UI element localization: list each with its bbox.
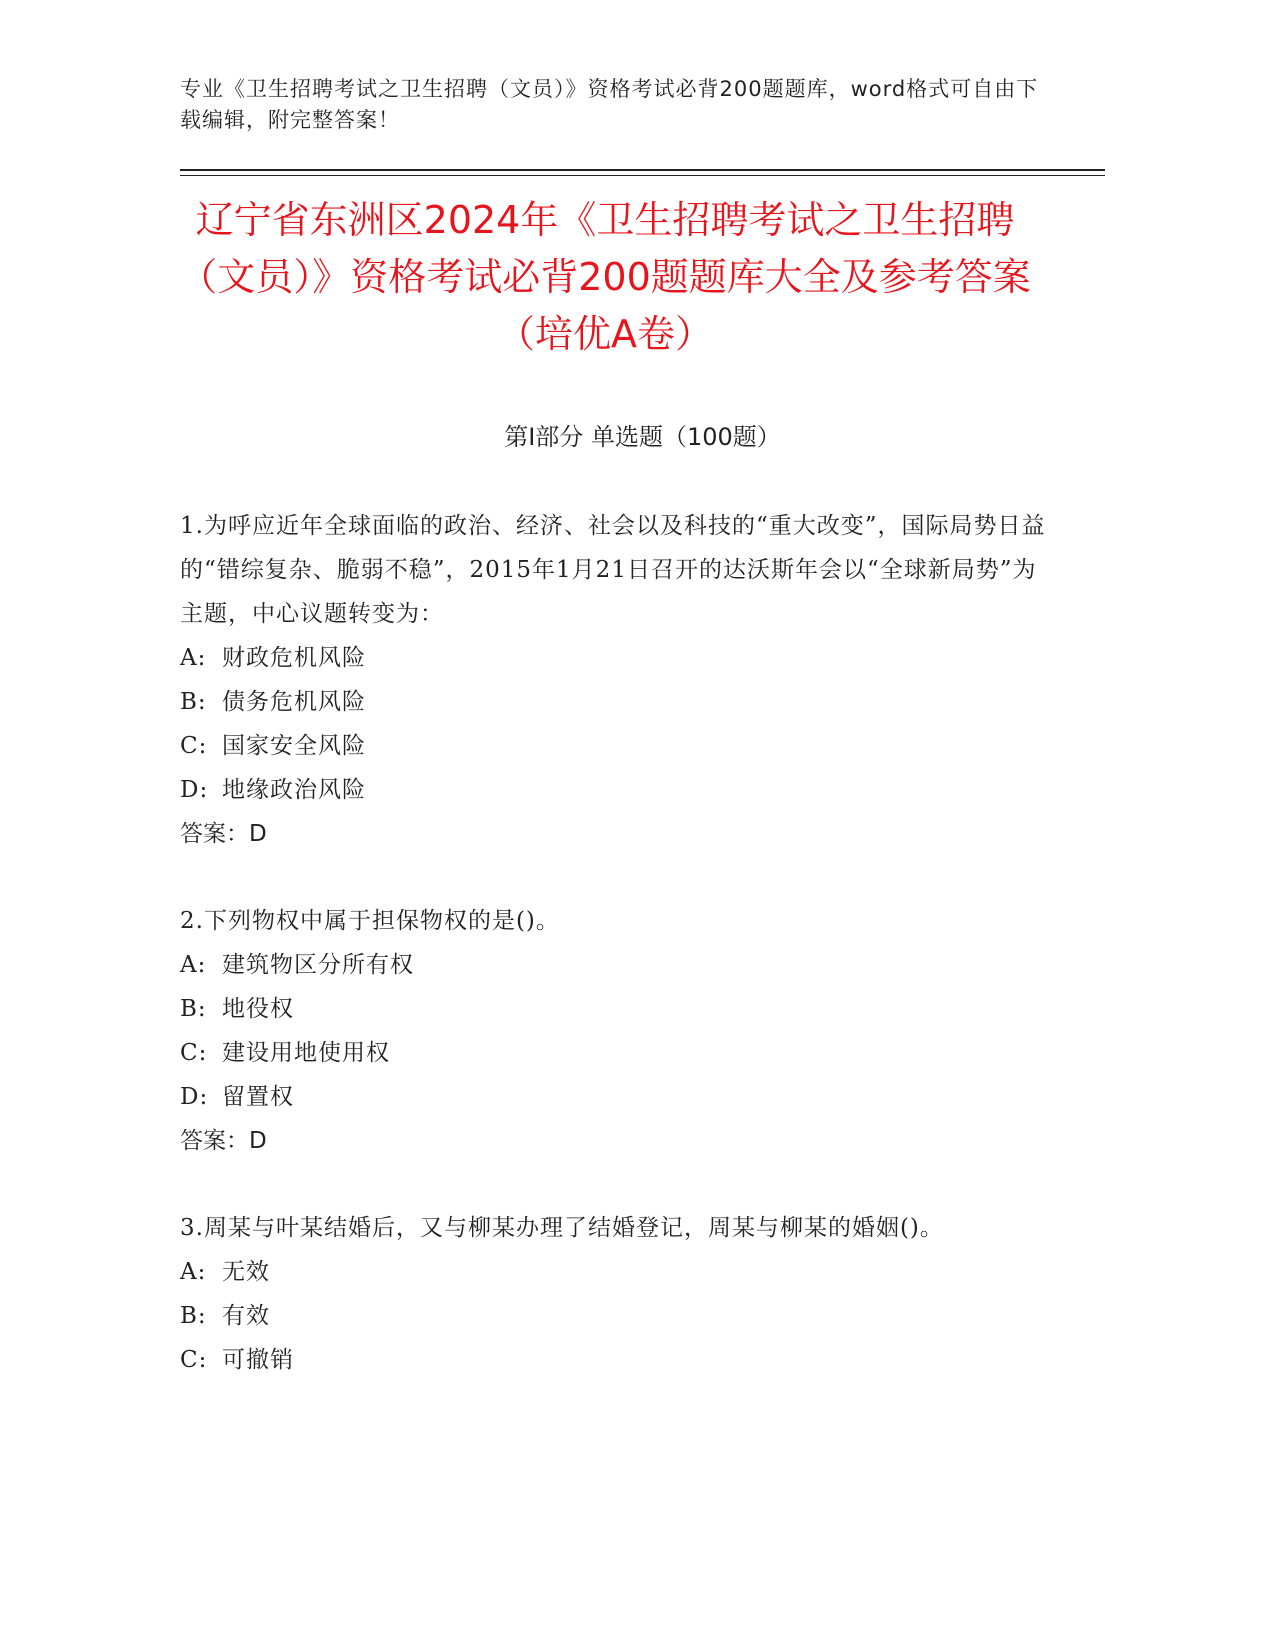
option-letter: A: [180, 645, 207, 671]
option-d [180, 1075, 1050, 1119]
option-b [180, 1294, 1050, 1338]
option-a [180, 1250, 1050, 1294]
question-stem: 3.周某与叶某结婚后，又与柳某办理了结婚登记，周某与柳某的婚姻()。 [180, 1215, 944, 1241]
answer: 答案：D [180, 821, 267, 847]
document-title: 辽宁省东洲区2024年《卫生招聘考试之卫生招聘（文员）》资格考试必背200题题库大全及参考答案（培优A卷） [179, 198, 1031, 356]
option-text: 有效 [222, 1303, 270, 1329]
answer: 答案：D [180, 1128, 267, 1154]
option-text: 地役权 [222, 996, 294, 1022]
header-divider-thin [180, 175, 1105, 176]
option-text: 留置权 [222, 1084, 294, 1110]
option-b [180, 680, 1050, 724]
question-1 [180, 504, 1050, 856]
option-c [180, 1338, 1050, 1382]
question-stem: 1.为呼应近年全球面临的政治、经济、社会以及科技的“重大改变”，国际局势日益的“错综复杂、脆弱不稳”，2015年1月21日召开的达沃斯年会以“全球新局势”为主题，中心议题转变为： [180, 513, 1046, 627]
option-text: 建设用地使用权 [222, 1040, 390, 1066]
question-stem: 2.下列物权中属于担保物权的是()。 [180, 908, 560, 934]
option-text: 债务危机风险 [222, 689, 366, 715]
option-letter: A: [180, 1259, 207, 1285]
question-2 [180, 899, 1050, 1163]
option-text: 可撤销 [222, 1347, 294, 1373]
option-letter: A: [180, 952, 207, 978]
option-letter: C: [180, 733, 208, 759]
option-letter: C: [180, 1040, 208, 1066]
option-a [180, 943, 1050, 987]
option-text: 国家安全风险 [222, 733, 366, 759]
option-b [180, 987, 1050, 1031]
option-letter: B: [180, 1303, 207, 1329]
option-c [180, 1031, 1050, 1075]
option-c [180, 724, 1050, 768]
option-a [180, 636, 1050, 680]
option-letter: D: [180, 1084, 209, 1110]
header-divider-thick [180, 169, 1105, 171]
option-letter: B: [180, 996, 207, 1022]
question-3 [180, 1206, 1050, 1382]
option-text: 无效 [222, 1259, 270, 1285]
option-letter: C: [180, 1347, 208, 1373]
option-d [180, 768, 1050, 812]
option-text: 财政危机风险 [222, 645, 366, 671]
page-header: 专业《卫生招聘考试之卫生招聘（文员）》资格考试必背200题题库，word格式可自由下载编辑，附完整答案！ [180, 77, 1039, 132]
option-text: 地缘政治风险 [222, 777, 366, 803]
section-title: 第Ⅰ部分 单选题（100题） [504, 423, 781, 451]
option-letter: B: [180, 689, 207, 715]
question-list [180, 504, 1050, 1382]
option-letter: D: [180, 777, 209, 803]
option-text: 建筑物区分所有权 [222, 952, 414, 978]
